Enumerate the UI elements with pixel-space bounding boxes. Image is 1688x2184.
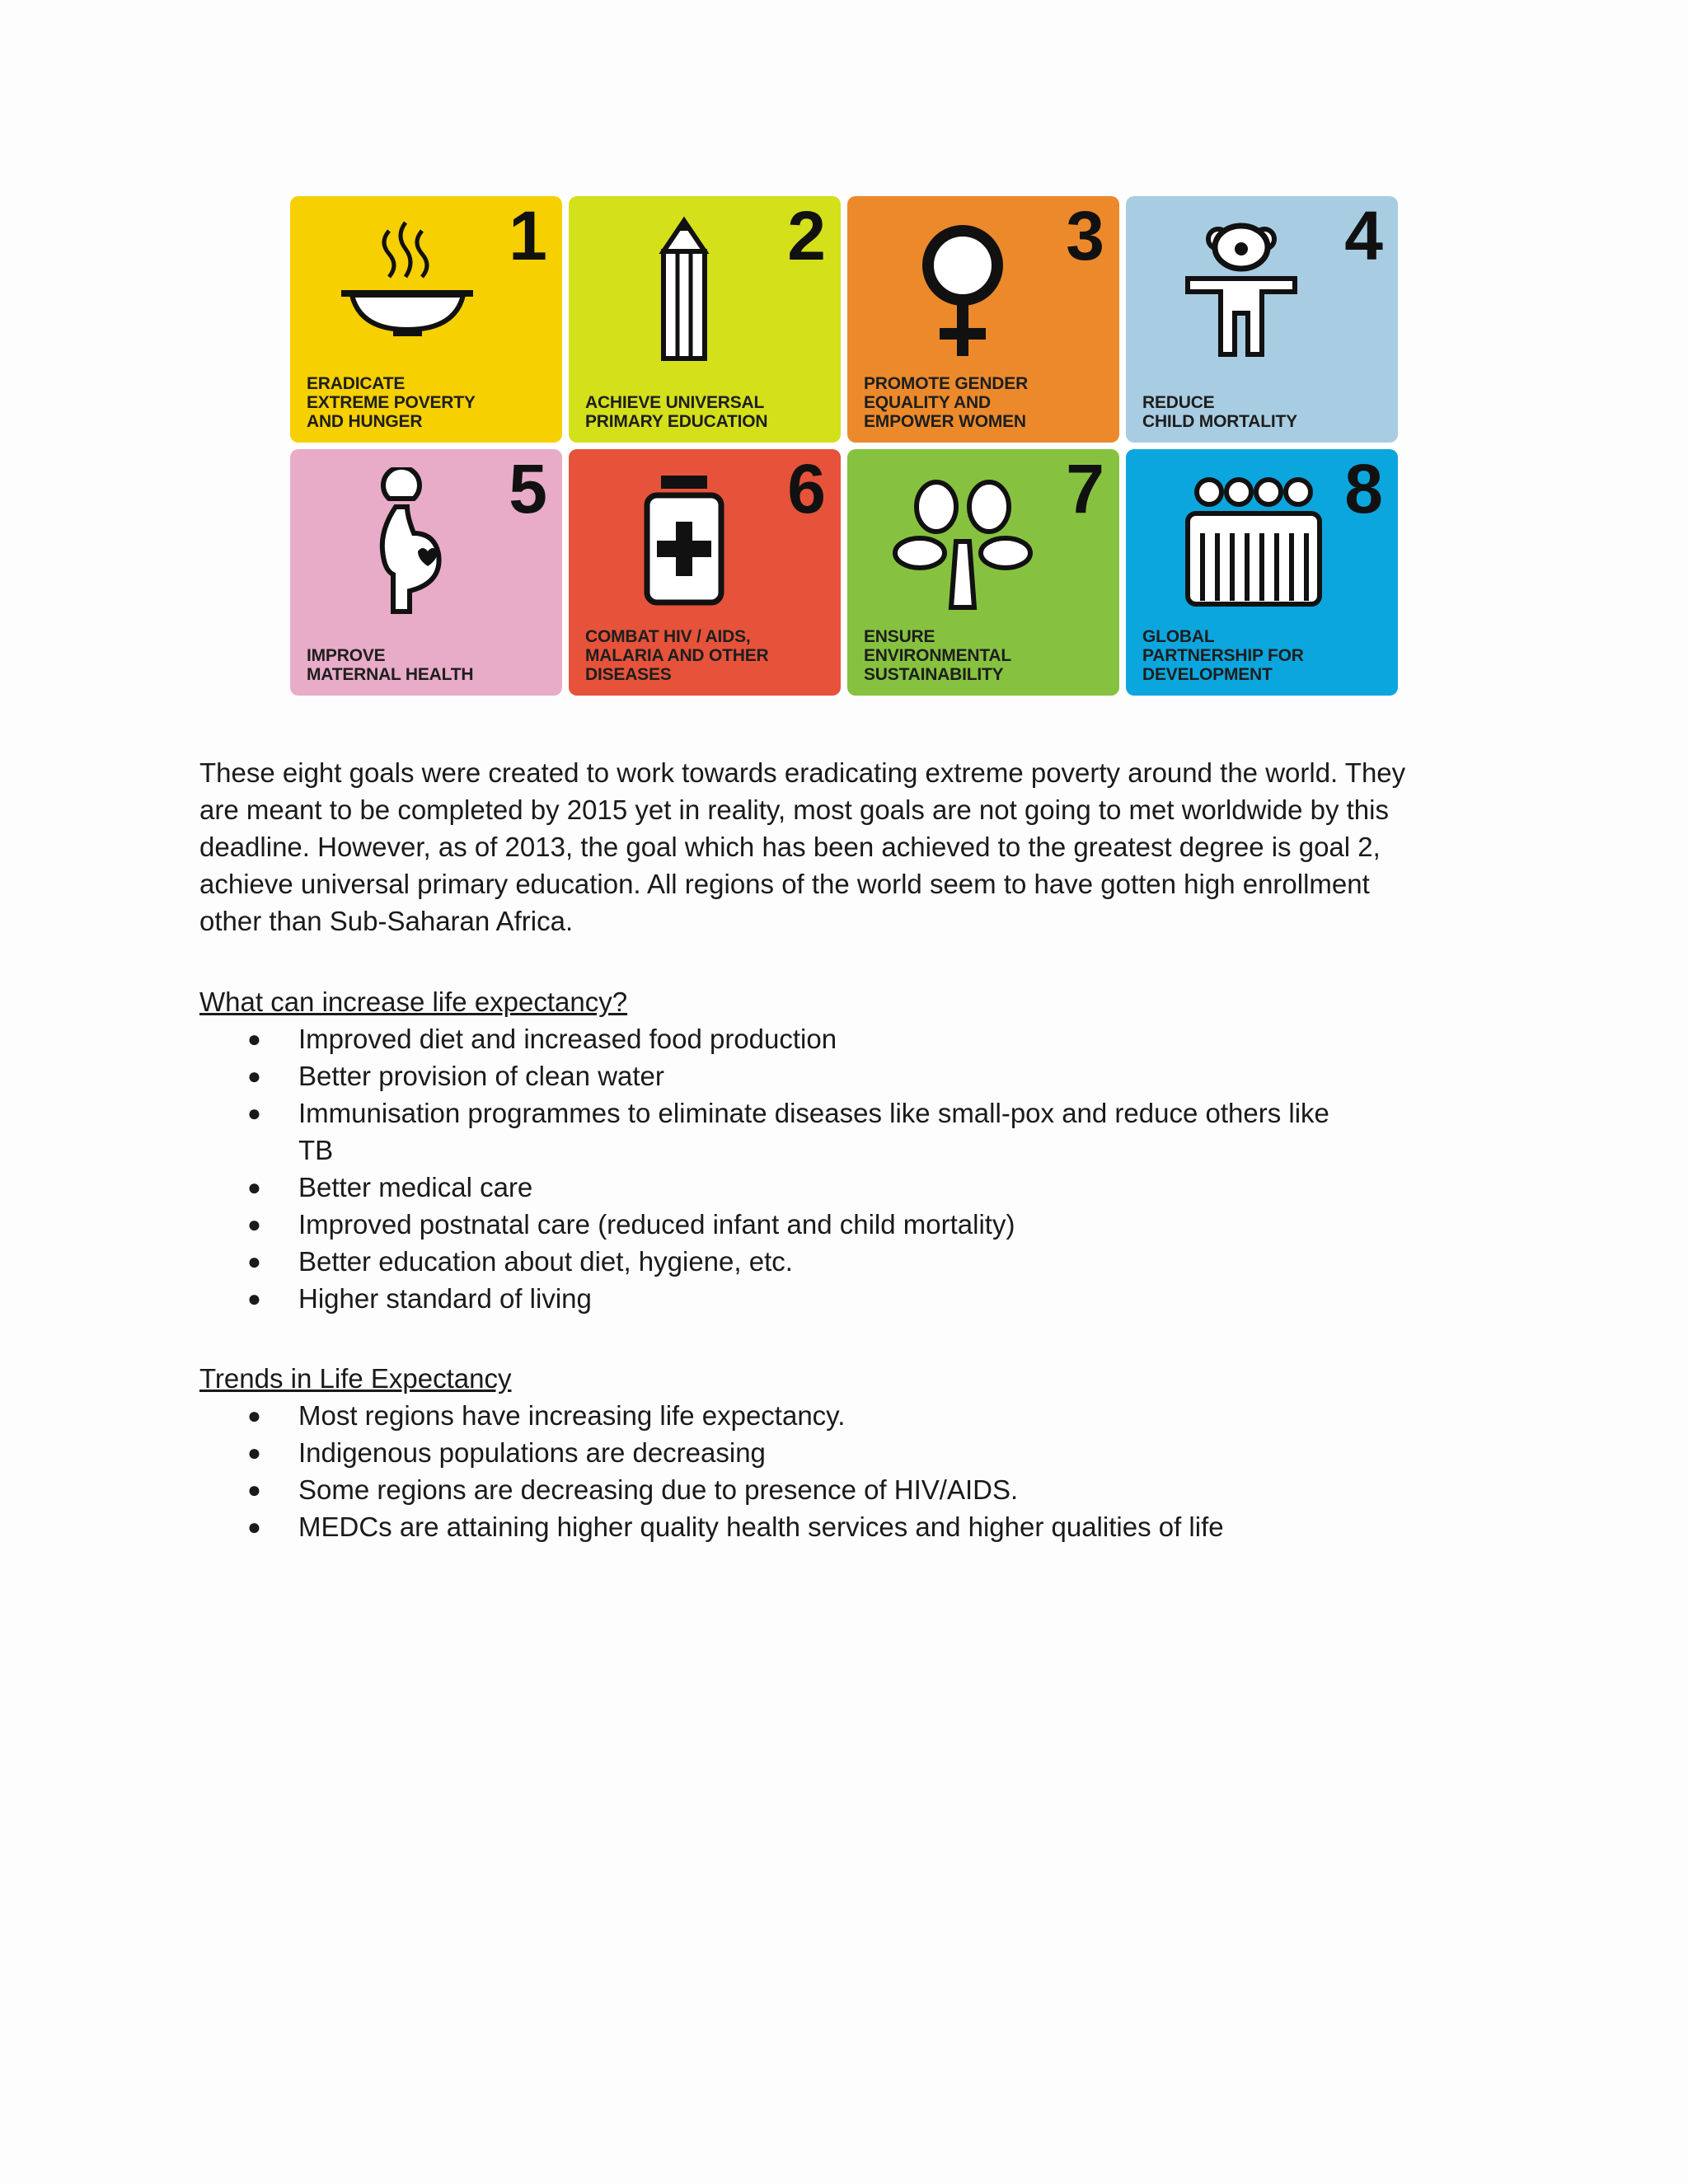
bullet-icon: ● [247,1477,261,1502]
life-expectancy-heading: What can increase life expectancy? [199,987,628,1017]
bowl-icon [331,214,480,363]
bullet-icon: ● [247,1174,261,1200]
goal-number: 6 [787,450,826,527]
goal-caption: COMBAT HIV / AIDS, MALARIA AND OTHER DISEASES [585,627,769,684]
bullet-icon: ● [247,1249,261,1274]
list-item: ● MEDCs are attaining higher quality health services and higher qualities of life [199,1508,1518,1545]
list-item: ● Immunisation programmes to eliminate diseases like small-pox and reduce others like TB [199,1094,1518,1169]
people-group-icon [1175,467,1332,616]
goal-caption: ERADICATE EXTREME POVERTY AND HUNGER [307,374,476,431]
medicine-jar-icon [610,467,758,616]
goal-caption: ACHIEVE UNIVERSAL PRIMARY EDUCATION [585,393,768,431]
bullet-icon: ● [247,1286,261,1311]
list-item: ● Better education about diet, hygiene, etc. [199,1243,1518,1280]
goal-tile-2 [569,196,841,443]
list-item: ● Some regions are decreasing due to presence of HIV/AIDS. [199,1471,1518,1508]
intro-paragraph: These eight goals were created to work towards eradicating extreme poverty around the world. They are meant to be completed by 2015 yet in reality, most goals are not going to met worldwide by this deadline. However, as of 2013, the goal which has been achieved to the greatest degree is goal 2, achieve universal primary education. All regions of the world seem to have gotten high enrollment other than Sub-Saharan Africa. [199,757,1406,936]
goal-tile-6 [569,449,841,696]
trends-heading: Trends in Life Expectancy [199,1363,512,1394]
list-item: ● Better medical care [199,1169,1518,1206]
list-item: ● Improved postnatal care (reduced infant and child mortality) [199,1206,1518,1243]
goal-number: 7 [1066,450,1104,527]
goal-tile-7 [847,449,1119,696]
goal-tile-5 [290,449,562,696]
bullet-icon: ● [247,1514,261,1540]
life-expectancy-list [199,1020,1518,1317]
goal-caption: ENSURE ENVIRONMENTAL SUSTAINABILITY [864,627,1012,684]
plant-icon [889,467,1037,616]
female-symbol-icon [889,214,1037,363]
goal-number: 3 [1066,197,1104,274]
child-icon [1167,214,1315,363]
goal-caption: GLOBAL PARTNERSHIP FOR DEVELOPMENT [1142,627,1304,684]
goal-caption: REDUCE CHILD MORTALITY [1142,393,1297,431]
goal-caption: IMPROVE MATERNAL HEALTH [307,646,474,684]
list-item: ● Higher standard of living [199,1280,1518,1317]
trends-list [199,1397,1518,1545]
millennium-goals-graphic [290,196,1398,696]
goal-caption: PROMOTE GENDER EQUALITY AND EMPOWER WOMEN [864,374,1029,431]
bullet-icon: ● [247,1063,261,1089]
bullet-icon: ● [247,1026,261,1052]
goal-number: 5 [509,450,547,527]
goal-tile-3 [847,196,1119,443]
list-item: ● Most regions have increasing life expectancy. [199,1397,1518,1434]
pregnant-woman-icon [331,467,480,616]
list-item: ● Better provision of clean water [199,1057,1518,1094]
bullet-icon: ● [247,1440,261,1465]
goal-number: 1 [509,197,547,274]
list-item: ● Indigenous populations are decreasing [199,1434,1518,1471]
goal-number: 4 [1344,197,1383,274]
bullet-icon: ● [247,1212,261,1237]
list-item: ● Improved diet and increased food production [199,1020,1518,1057]
goal-number: 8 [1344,450,1383,527]
goal-tile-4 [1126,196,1398,443]
goal-tile-1 [290,196,562,443]
pencil-icon [610,214,758,363]
goal-number: 2 [787,197,826,274]
goal-tile-8 [1126,449,1398,696]
bullet-icon: ● [247,1100,261,1126]
bullet-icon: ● [247,1403,261,1428]
